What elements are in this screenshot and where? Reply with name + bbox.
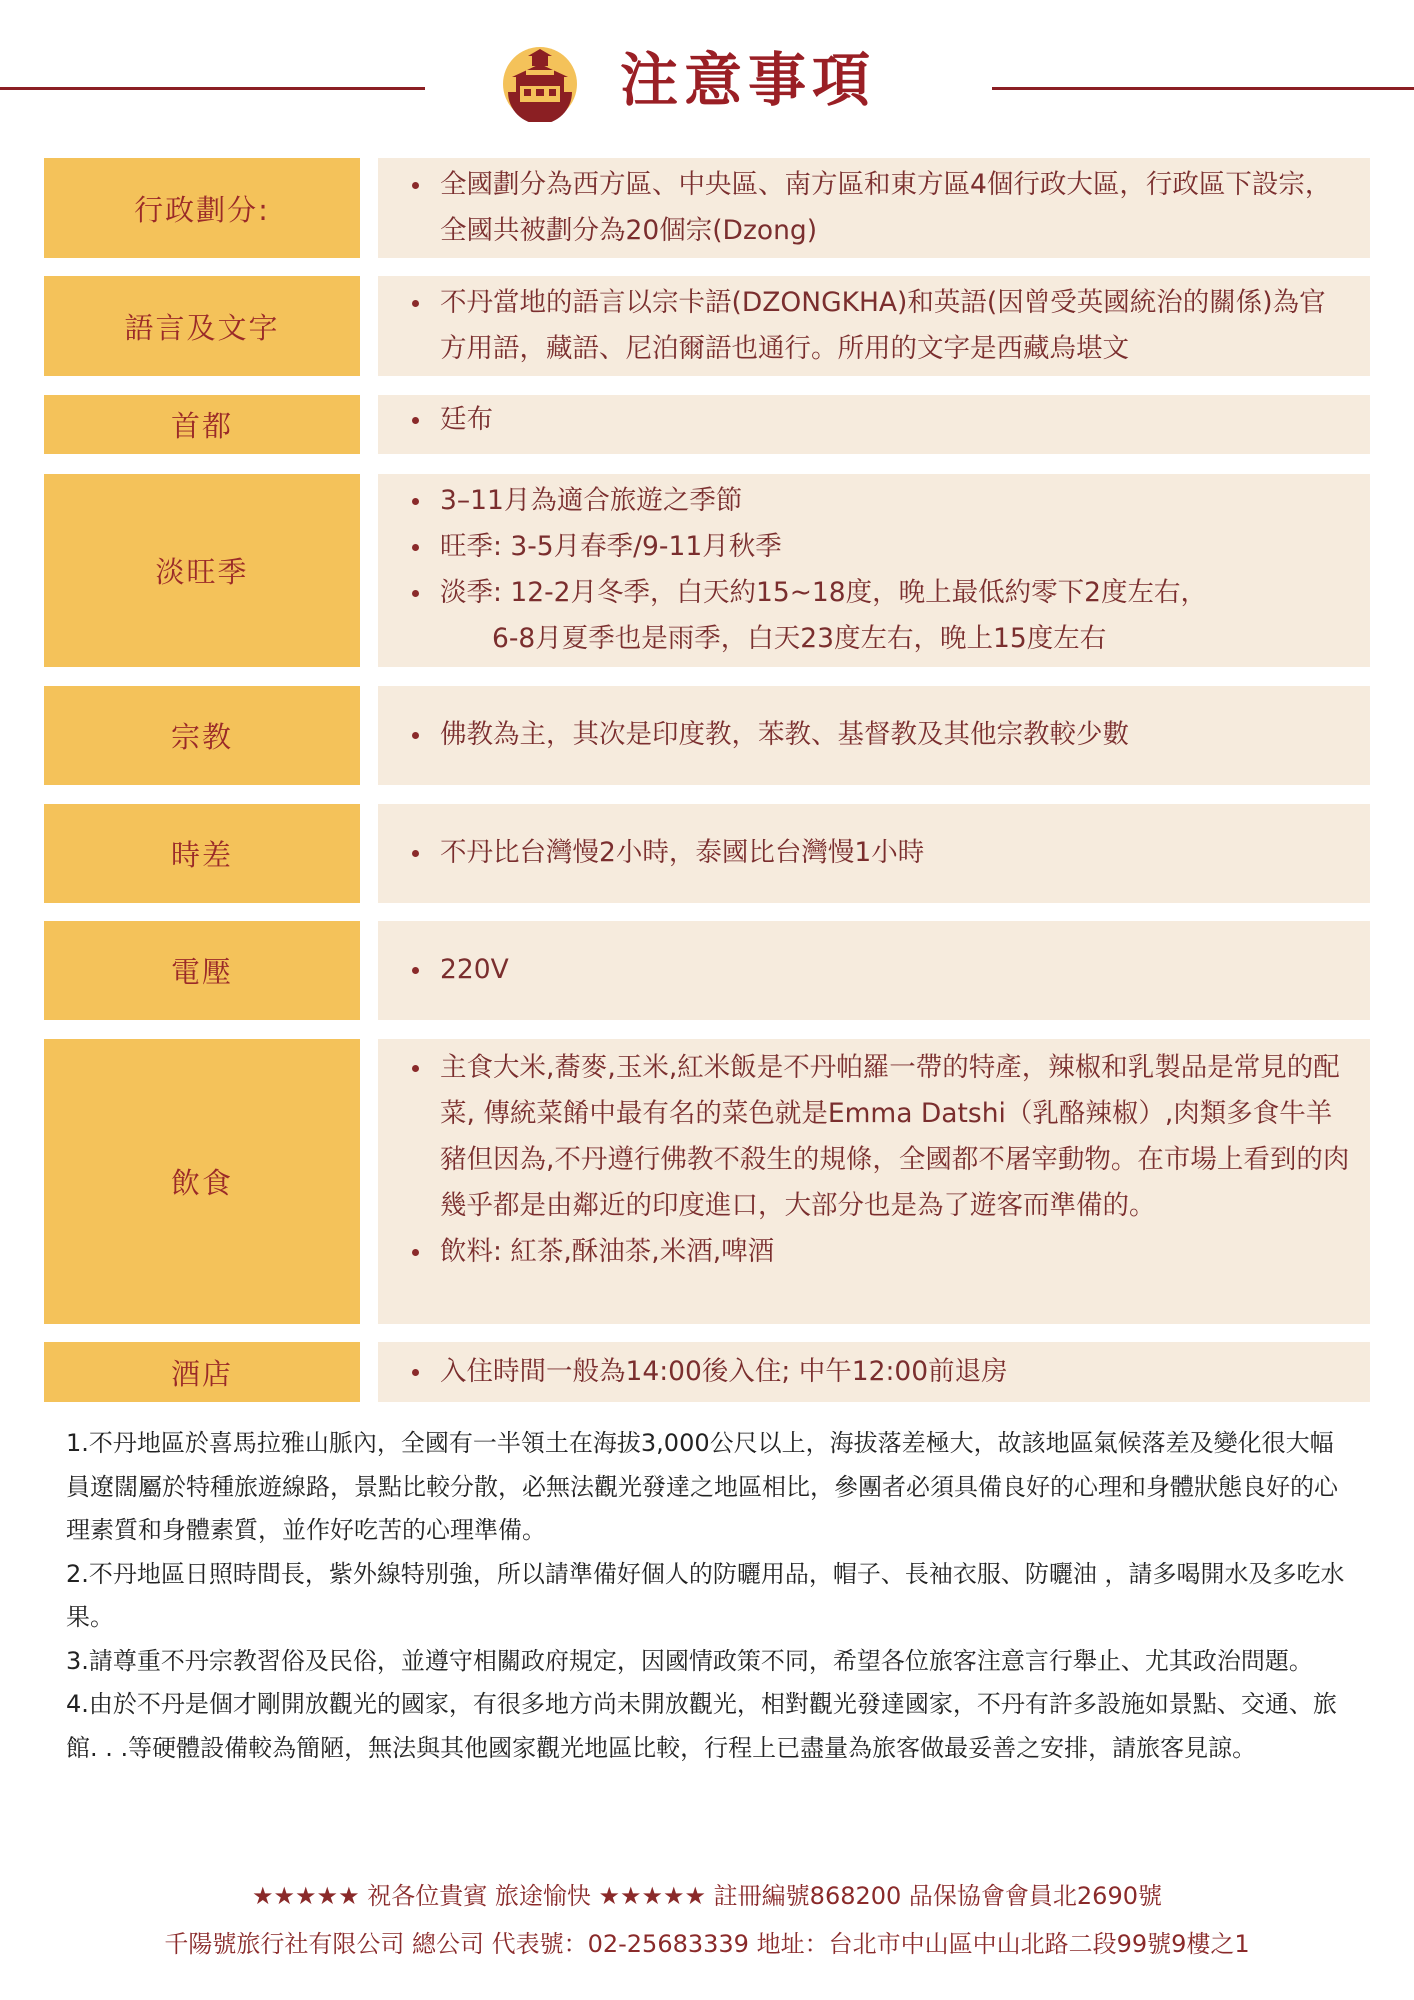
footer-company-info: 千陽號旅行社有限公司 總公司 代表號：02-25683339 地址：台北市中山區中山北路二段99號9樓之1 [164,1930,1250,1958]
notes-section [66,1422,1356,1770]
list-item: 220V [408,947,1352,993]
list-item-continuation: 6-8月夏季也是雨季，白天23度左右，晚上15度左右 [492,623,1107,654]
row-label: 時差 [44,804,360,903]
list-item: 不丹當地的語言以宗卡語(DZONGKHA)和英語(因曾受英國統治的關係)為官方用語，藏語、尼泊爾語也通行。所用的文字是西藏烏堪文 [408,280,1352,372]
note-item: 3.請尊重不丹宗教習俗及民俗，並遵守相關政府規定，因國情政策不同，希望各位旅客注意言行舉止、尤其政治問題。 [66,1646,1313,1675]
list-item: 主食大米,蕎麥,玉米,紅米飯是不丹帕羅一帶的特產，辣椒和乳製品是常見的配菜, 傳統菜餚中最有名的菜色就是Emma Datshi（乳酪辣椒）,肉類多食牛羊豬但因為,不丹遵行佛教不殺生的規條，全國都不屠宰動物。在市場上看到的肉幾乎都是由鄰近的印度進口，大部分也是為了遊客而準備的。 [408,1045,1352,1229]
header-rule-left [0,87,425,90]
header [0,0,1414,160]
row-label: 首都 [44,395,360,454]
footer-registration: ★★★★★ 祝各位貴賓 旅途愉快 ★★★★★ 註冊編號868200 品保協會會員北2690號 [252,1882,1162,1910]
dzong-temple-icon [502,46,578,122]
list-item: 淡季: 12-2月冬季，白天約15~18度，晚上最低約零下2度左右， [408,570,1352,616]
note-item: 1.不丹地區於喜馬拉雅山脈內，全國有一半領土在海拔3,000公尺以上，海拔落差極大，故該地區氣候落差及變化很大幅員遼闊屬於特種旅遊線路，景點比較分散，必無法觀光發達之地區相比，參團者必須具備良好的心理和身體狀態良好的心理素質和身體素質，並作好吃苦的心理準備。 [66,1429,1338,1544]
list-item: 旺季: 3-5月春季/9-11月秋季 [408,524,1352,570]
row-label: 語言及文字 [44,276,360,376]
row-label: 酒店 [44,1342,360,1402]
row-content [378,686,1370,785]
note-item: 4.由於不丹是個才剛開放觀光的國家，有很多地方尚未開放觀光，相對觀光發達國家，不丹有許多設施如景點、交通、旅館. . .等硬體設備較為簡陋，無法與其他國家觀光地區比較，行程上已盡量為旅客做最妥善之安排，請旅客見諒。 [66,1690,1337,1762]
list-item: 3–11月為適合旅遊之季節 [408,478,1352,524]
row-label: 電壓 [44,921,360,1020]
list-item: 飲料: 紅茶,酥油茶,米酒,啤酒 [408,1229,1352,1275]
list-item: 佛教為主，其次是印度教，苯教、基督教及其他宗教較少數 [408,712,1352,758]
row-label: 淡旺季 [44,474,360,667]
list-item: 不丹比台灣慢2小時，泰國比台灣慢1小時 [408,830,1352,876]
row-label: 行政劃分: [44,158,360,258]
row-content [378,1039,1370,1324]
row-content [378,474,1370,667]
header-rule-right [992,87,1414,90]
row-label: 飲食 [44,1039,360,1324]
row-content [378,276,1370,376]
row-content [378,1342,1370,1402]
page-title: 注意事項 [620,46,877,114]
list-item: 入住時間一般為14:00後入住; 中午12:00前退房 [408,1349,1352,1395]
row-content [378,804,1370,903]
row-content [378,395,1370,454]
row-content [378,158,1370,258]
row-content [378,921,1370,1020]
list-item: 全國劃分為西方區、中央區、南方區和東方區4個行政大區，行政區下設宗，全國共被劃分為20個宗(Dzong) [408,162,1352,254]
note-item: 2.不丹地區日照時間長，紫外線特別強，所以請準備好個人的防曬用品，帽子、長袖衣服、防曬油 ，請多喝開水及多吃水果。 [66,1559,1345,1631]
row-label: 宗教 [44,686,360,785]
list-item: 廷布 [408,397,1352,443]
